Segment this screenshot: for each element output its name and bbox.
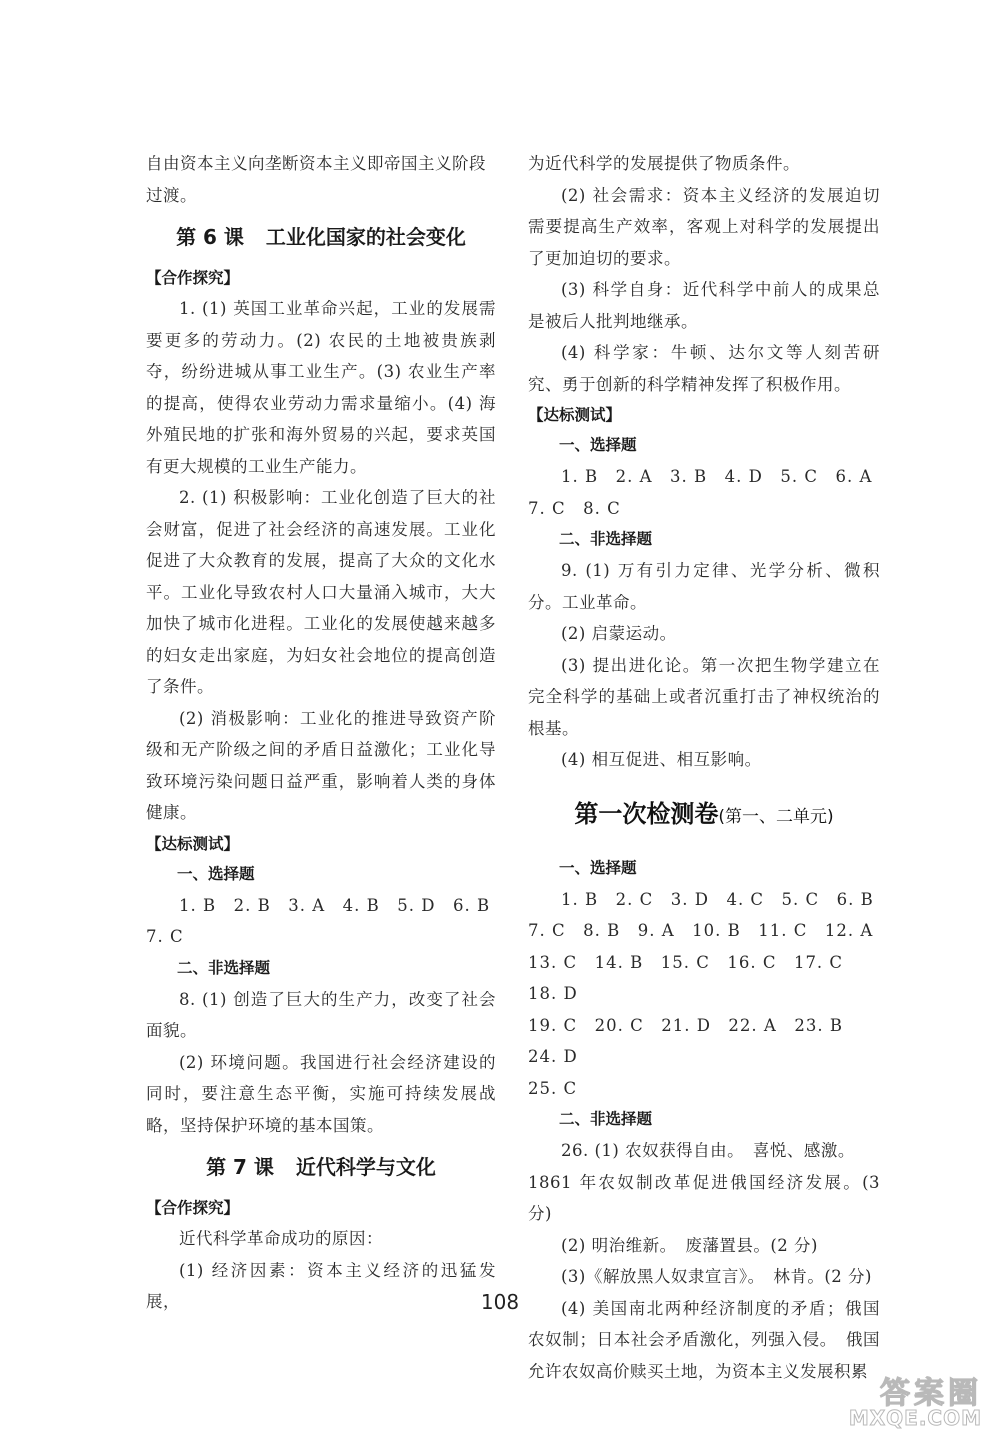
lesson-7-intro: 近代科学革命成功的原因： <box>179 1229 383 1248</box>
q26-part-3: (3)《解放黑人奴隶宣言》。 林肯。(2 分) <box>561 1267 872 1286</box>
lesson-6-q8-2: (2) 环境问题。我国进行社会经济建设的同时，要注意生态平衡，实施可持续发展战略，坚持保护环境的基本国策。 <box>146 1052 496 1135</box>
lesson-7-mc-line-1: 1. B 2. A 3. B 4. D 5. C 6. A <box>561 467 873 486</box>
lesson-6-mc-heading: 一、选择题 <box>177 864 255 883</box>
lesson-6-name: 工业化国家的社会变化 <box>265 225 466 249</box>
exam-mc-line-3: 13. C 14. B 15. C 16. C 17. C 18. D <box>528 952 861 1003</box>
exam-mc-line-5: 25. C <box>528 1078 578 1098</box>
lesson-7-title <box>146 1147 496 1187</box>
lesson-7-mc-heading: 一、选择题 <box>559 436 637 454</box>
lesson-7-explore-heading: 【合作探究】 <box>146 1199 240 1217</box>
q9-part-3: (3) 提出进化论。第一次把生物学建立在完全科学的基础上或者沉重打击了神权统治的根基。 <box>528 655 880 738</box>
lesson-6-mc-line-2: 7. C <box>146 927 184 946</box>
q9-part-2: (2) 启蒙运动。 <box>561 624 677 643</box>
q26-part-1b: 1861 年农奴制改革促进俄国经济发展。(3 分) <box>528 1172 880 1223</box>
exam-nonmc-heading: 二、非选择题 <box>559 1110 653 1128</box>
lesson-7-mc-line-2: 7. C 8. C <box>528 498 621 518</box>
lesson-6-mc-line-1: 1. B 2. B 3. A 4. B 5. D 6. B <box>179 895 491 915</box>
watermark-logo <box>767 1368 982 1430</box>
page-number: 108 <box>480 1290 520 1314</box>
lesson-7-nonmc-heading: 二、非选择题 <box>559 530 653 548</box>
q9-part-1: 9. (1) 万有引力定律、光学分析、微积分。工业革命。 <box>528 561 880 612</box>
intro-line-1: 自由资本主义向垄断资本主义即帝国主义阶段 <box>146 154 486 173</box>
lesson-6-nonmc-heading: 二、非选择题 <box>177 958 271 977</box>
exam-mc-line-2: 7. C 8. B 9. A 10. B 11. C 12. A <box>528 921 874 940</box>
lesson-6-explore-heading: 【合作探究】 <box>146 269 240 287</box>
lesson-6-number: 第 6 课 <box>176 225 244 249</box>
lesson-6-answer-2: 2. (1) 积极影响：工业化创造了巨大的社会财富，促进了社会经济的高速发展。工业化促进了大众教育的发展，提高了大众的文化水平。工业化导致农村人口大量涌入城市，大大加快了城市化进程。工业化的发展使越来越多的妇女走出家庭，为妇女社会地位的提高创造了条件。 <box>146 488 496 696</box>
lesson-6-title <box>146 217 496 257</box>
exam-title-sub: (第一、二单元) <box>718 806 834 827</box>
exam-mc-heading: 一、选择题 <box>559 858 637 877</box>
right-column <box>528 148 880 1387</box>
reason-3: (3) 科学自身：近代科学中前人的成果总是被后人批判地继承。 <box>528 280 880 331</box>
q26-part-4: (4) 美国南北两种经济制度的矛盾；俄国农奴制；日本社会矛盾激化，列强入侵。 俄国允许农奴高价赎买土地，为资本主义发展积累 <box>528 1298 880 1381</box>
lesson-6-test-heading: 【达标测试】 <box>146 834 240 853</box>
exam-title-main: 第一次检测卷 <box>574 799 719 828</box>
lesson-6-q8-1: 8. (1) 创造了巨大的生产力，改变了社会面貌。 <box>146 989 496 1040</box>
reason-1-continued: 为近代科学的发展提供了物质条件。 <box>528 154 800 173</box>
lesson-7-reason-1: (1) 经济因素：资本主义经济的迅猛发展， <box>146 1260 496 1311</box>
lesson-7-name: 近代科学与文化 <box>295 1155 436 1179</box>
lesson-6-answer-1: 1. (1) 英国工业革命兴起，工业的发展需要更多的劳动力。(2) 农民的土地被贵族剥夺，纷纷进城从事工业生产。(3) 农业生产率的提高，使得农业劳动力需求量缩小。(4) 海外殖民地的扩张和海外贸易的兴起，要求英国有更大规模的工业生产能力。 <box>146 299 496 476</box>
lesson-7-test-heading: 【达标测试】 <box>528 406 622 424</box>
watermark-domain: MXQE.COM <box>848 1406 982 1430</box>
lesson-7-number: 第 7 课 <box>206 1155 274 1179</box>
q9-part-4: (4) 相互促进、相互影响。 <box>561 750 762 769</box>
exam-mc-line-1: 1. B 2. C 3. D 4. C 5. C 6. B <box>561 889 874 909</box>
exam-mc-line-4: 19. C 20. C 21. D 22. A 23. B 24. D <box>528 1015 861 1066</box>
q26-part-1: 26. (1) 农奴获得自由。 喜悦、感激。 <box>561 1141 855 1160</box>
reason-4: (4) 科学家：牛顿、达尔文等人刻苦研究、勇于创新的科学精神发挥了积极作用。 <box>528 343 880 394</box>
left-column <box>146 148 496 1318</box>
reason-2: (2) 社会需求：资本主义经济的发展迫切需要提高生产效率，客观上对科学的发展提出了更加迫切的要求。 <box>528 185 880 268</box>
q26-part-2: (2) 明治维新。 废藩置县。(2 分) <box>561 1235 818 1255</box>
watermark-text: 答案圈 <box>880 1376 982 1411</box>
lesson-6-answer-2b: (2) 消极影响：工业化的推进导致资产阶级和无产阶级之间的矛盾日益激化；工业化导致环境污染问题日益严重，影响着人类的身体健康。 <box>146 708 496 822</box>
exam-title <box>528 790 880 841</box>
intro-line-2: 过渡。 <box>146 185 197 205</box>
